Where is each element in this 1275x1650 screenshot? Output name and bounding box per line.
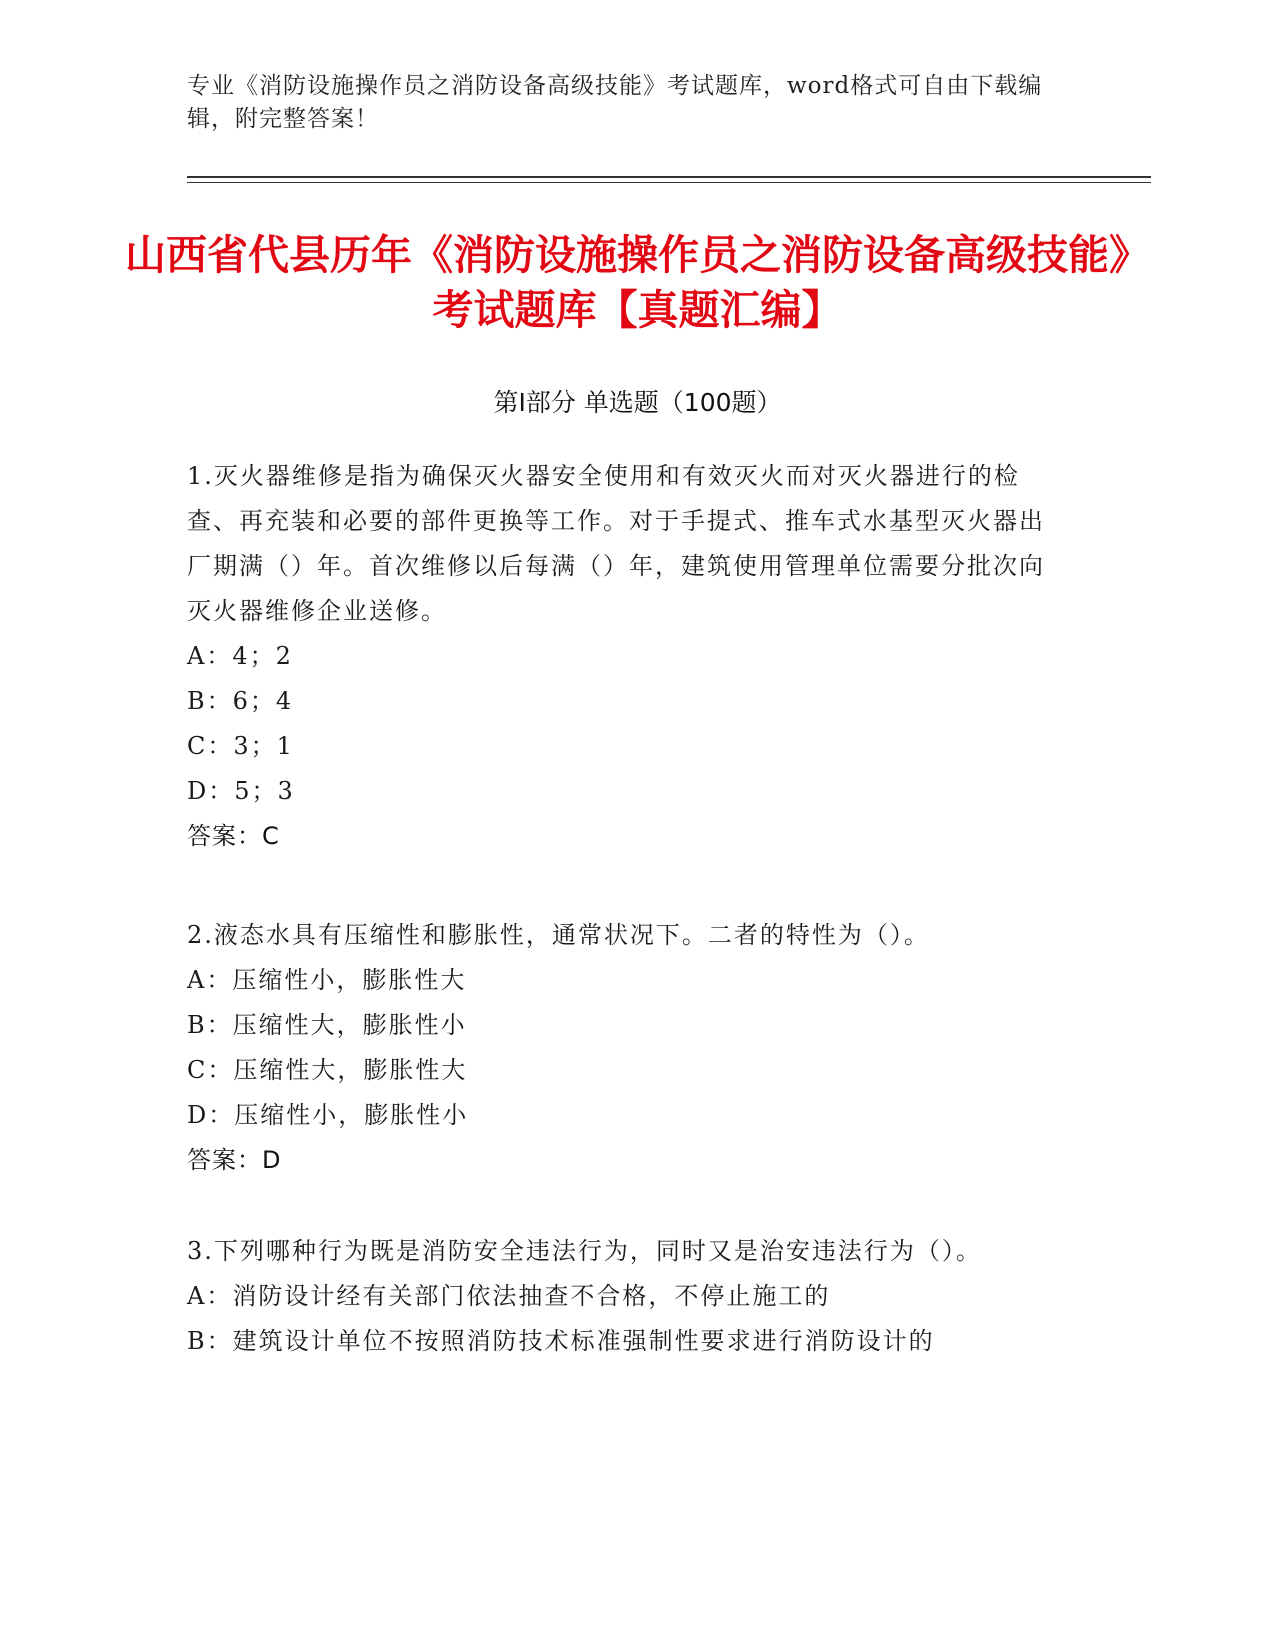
question-3	[187, 1229, 1057, 1364]
question-1	[187, 454, 1057, 859]
question-text: 3.下列哪种行为既是消防安全违法行为，同时又是治安违法行为（）。	[187, 1237, 982, 1265]
option-c: C：3；1	[187, 732, 294, 760]
option-c: C：压缩性大，膨胀性大	[187, 1056, 468, 1084]
option-a: A：4；2	[187, 642, 293, 670]
option-a: A：压缩性小，膨胀性大	[187, 966, 467, 994]
question-text: 2.液态水具有压缩性和膨胀性，通常状况下。二者的特性为（）。	[187, 921, 930, 949]
section-heading: 第Ⅰ部分 单选题（100题）	[493, 388, 782, 417]
question-text: 1.灭火器维修是指为确保灭火器安全使用和有效灭火而对灭火器进行的检查、再充装和必要的部件更换等工作。对于手提式、推车式水基型灭火器出厂期满（）年。首次维修以后每满（）年，建筑使用管理单位需要分批次向灭火器维修企业送修。	[187, 462, 1045, 625]
document-title: 山西省代县历年《消防设施操作员之消防设备高级技能》考试题库【真题汇编】	[125, 231, 1150, 334]
question-2	[187, 913, 1057, 1183]
option-a: A：消防设计经有关部门依法抽查不合格，不停止施工的	[187, 1282, 831, 1310]
header-note: 专业《消防设施操作员之消防设备高级技能》考试题库，word格式可自由下载编辑，附完整答案！	[187, 73, 1043, 132]
option-d: D：压缩性小，膨胀性小	[187, 1101, 469, 1129]
option-d: D：5；3	[187, 777, 295, 805]
option-b: B：建筑设计单位不按照消防技术标准强制性要求进行消防设计的	[187, 1327, 935, 1355]
header-divider-thin	[187, 182, 1151, 183]
answer: 答案：C	[187, 822, 280, 850]
option-b: B：6；4	[187, 687, 294, 715]
option-b: B：压缩性大，膨胀性小	[187, 1011, 467, 1039]
header-divider-thick	[187, 176, 1151, 178]
answer: 答案：D	[187, 1146, 282, 1174]
